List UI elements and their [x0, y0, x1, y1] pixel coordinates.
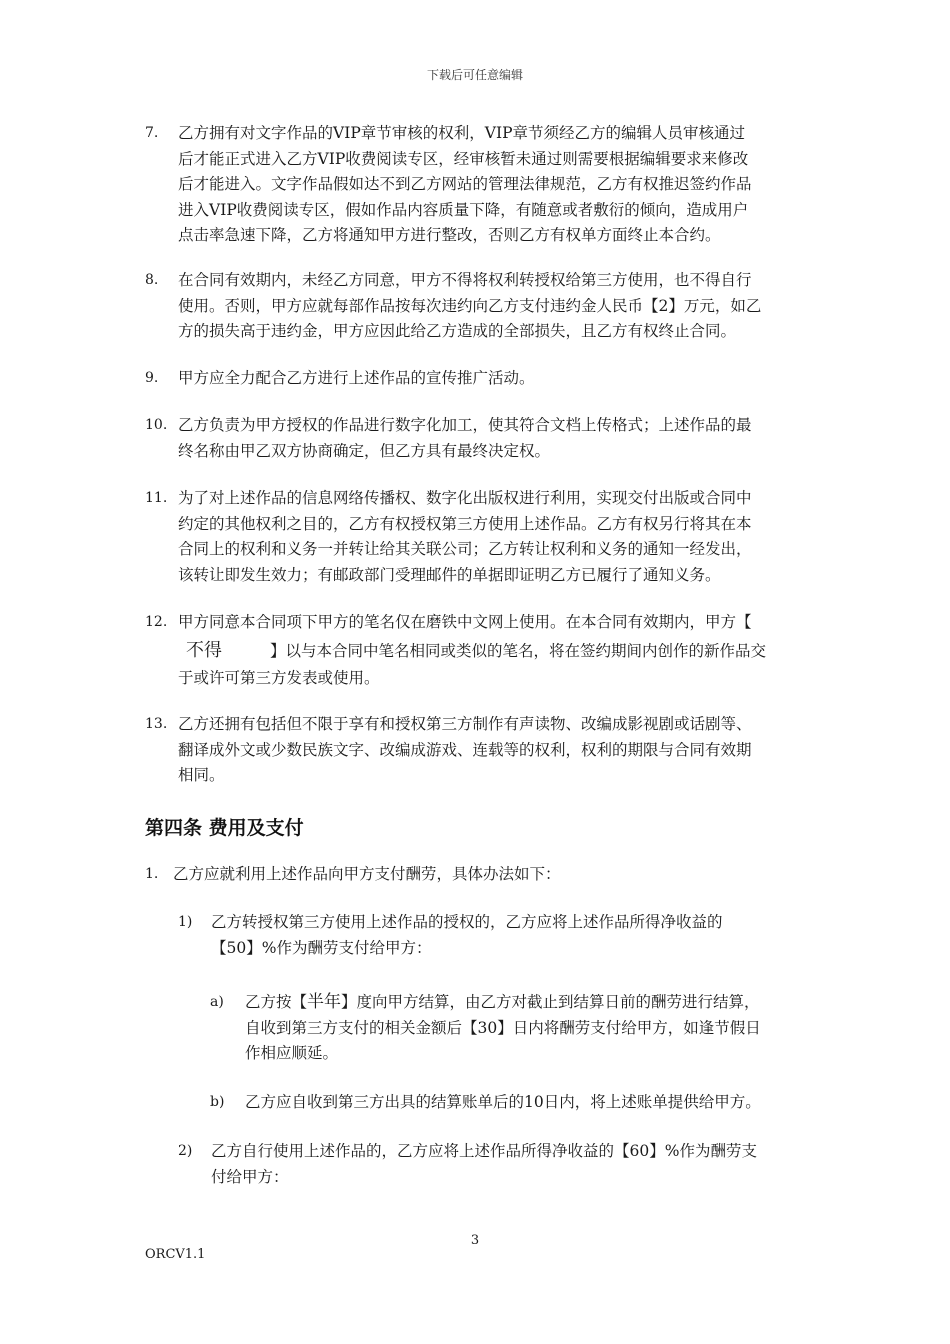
text-line: 】以与本合同中笔名相同或类似的笔名，将在签约期间内创作的新作品交: [270, 641, 767, 660]
item-text: 乙方应就利用上述作品向甲方支付酬劳，具体办法如下：: [173, 865, 561, 883]
item-number: 1): [178, 914, 193, 930]
text-line: 乙方负责为甲方授权的作品进行数字化加工，使其符合文档上传格式；上述作品的最: [178, 416, 752, 434]
list-item: [145, 862, 805, 888]
text-line: 方的损失高于违约金，甲方应因此给乙方造成的全部损失，且乙方有权终止合同。: [178, 322, 737, 340]
item-text: 乙方应自收到第三方出具的结算账单后的10日内，将上述账单提供给甲方。: [245, 1093, 761, 1111]
text-line: 乙方拥有对文字作品的VIP章节审核的权利，VIP章节须经乙方的编辑人员审核通过: [178, 124, 745, 142]
text-line: 后才能正式进入乙方VIP收费阅读专区，经审核暂未通过则需要根据编辑要求来修改: [178, 149, 749, 168]
text-line: 合同上的权利和义务一并转让给其关联公司；乙方转让权利和义务的通知一经发出，: [178, 540, 752, 558]
item-number: a): [210, 994, 224, 1010]
text-line: 翻译成外文或少数民族文字、改编成游戏、连载等的权利，权利的期限与合同有效期: [178, 740, 752, 759]
list-item: [178, 910, 818, 961]
text-line: 约定的其他权利之目的，乙方有权授权第三方使用上述作品。乙方有权另行将其在本: [178, 514, 752, 533]
item-text: [245, 990, 810, 1067]
text-line: 乙方按【: [245, 993, 308, 1011]
item-number: 2): [178, 1143, 193, 1159]
item-number: 7.: [145, 125, 159, 141]
text-line: 甲方同意本合同项下甲方的笔名仅在磨铁中文网上使用。在本合同有效期内，甲方【: [178, 613, 752, 631]
text-line: 甲方应全力配合乙方进行上述作品的宣传推广活动。: [178, 369, 535, 387]
filled-blank: 半年: [307, 992, 342, 1012]
item-text: [178, 366, 810, 392]
item-text: [211, 910, 818, 961]
item-text: [178, 486, 810, 588]
list-item: [145, 610, 810, 691]
list-item: [145, 486, 810, 588]
text-line: 乙方自行使用上述作品的，乙方应将上述作品所得净收益的【60】%作为酬劳支: [211, 1142, 757, 1160]
filled-blank: 不得: [186, 639, 222, 661]
list-item: [145, 366, 810, 392]
list-item: [145, 121, 810, 249]
text-line: 进入VIP收费阅读专区，假如作品内容质量下降，有随意或者敷衍的倾向，造成用户: [178, 200, 749, 219]
text-line: 】度向甲方结算，由乙方对截止到结算日前的酬劳进行结算，: [341, 993, 760, 1011]
item-text: [178, 413, 810, 464]
text-line: 乙方转授权第三方使用上述作品的授权的，乙方应将上述作品所得净收益的: [211, 913, 723, 931]
section-heading: 第四条 费用及支付: [145, 817, 304, 839]
item-number: 12.: [145, 614, 168, 630]
text-line: 在合同有效期内，未经乙方同意，甲方不得将权利转授权给第三方使用，也不得自行: [178, 271, 752, 289]
list-item: [178, 1139, 818, 1190]
text-line: 作相应顺延。: [245, 1044, 339, 1062]
item-text: [178, 268, 810, 345]
item-text: [211, 1139, 818, 1190]
list-item: [145, 712, 810, 789]
document-code: ORCV1.1: [145, 1247, 206, 1262]
page-header: 下载后可任意编辑: [426, 68, 523, 82]
text-line: 乙方还拥有包括但不限于享有和授权第三方制作有声读物、改编成影视剧或话剧等、: [178, 715, 752, 733]
text-line: 终名称由甲乙双方协商确定，但乙方具有最终决定权。: [178, 441, 551, 460]
item-text: [178, 610, 810, 691]
item-number: 9.: [145, 370, 159, 386]
item-number: 10.: [145, 417, 168, 433]
text-line: 于或许可第三方发表或使用。: [178, 668, 380, 687]
item-number: 1.: [145, 866, 159, 882]
list-item: [145, 268, 810, 345]
item-number: 13.: [145, 716, 168, 732]
text-line: 后才能进入。文字作品假如达不到乙方网站的管理法律规范，乙方有权推迟签约作品: [178, 175, 752, 193]
list-item: [210, 1090, 810, 1116]
text-line: 使用。否则，甲方应就每部作品按每次违约向乙方支付违约金人民币【2】万元，如乙: [178, 296, 762, 315]
item-number: b): [210, 1094, 225, 1110]
text-line: 自收到第三方支付的相关金额后【30】日内将酬劳支付给甲方，如逢节假日: [245, 1018, 761, 1037]
text-line: 该转让即发生效力；有邮政部门受理邮件的单据即证明乙方已履行了通知义务。: [178, 565, 721, 584]
list-item: [210, 990, 810, 1067]
text-line: 为了对上述作品的信息网络传播权、数字化出版权进行利用，实现交付出版或合同中: [178, 489, 752, 507]
list-item: [145, 413, 810, 464]
text-line: 点击率急速下降，乙方将通知甲方进行整改，否则乙方有权单方面终止本合约。: [178, 226, 721, 244]
text-line: 相同。: [178, 766, 225, 784]
text-line: 付给甲方：: [211, 1167, 289, 1186]
item-text: [178, 712, 810, 789]
item-number: 11.: [145, 490, 168, 506]
text-line: 【50】%作为酬劳支付给甲方：: [211, 938, 432, 957]
item-text: [178, 121, 810, 249]
item-number: 8.: [145, 272, 159, 288]
page-number: 3: [470, 1233, 480, 1248]
